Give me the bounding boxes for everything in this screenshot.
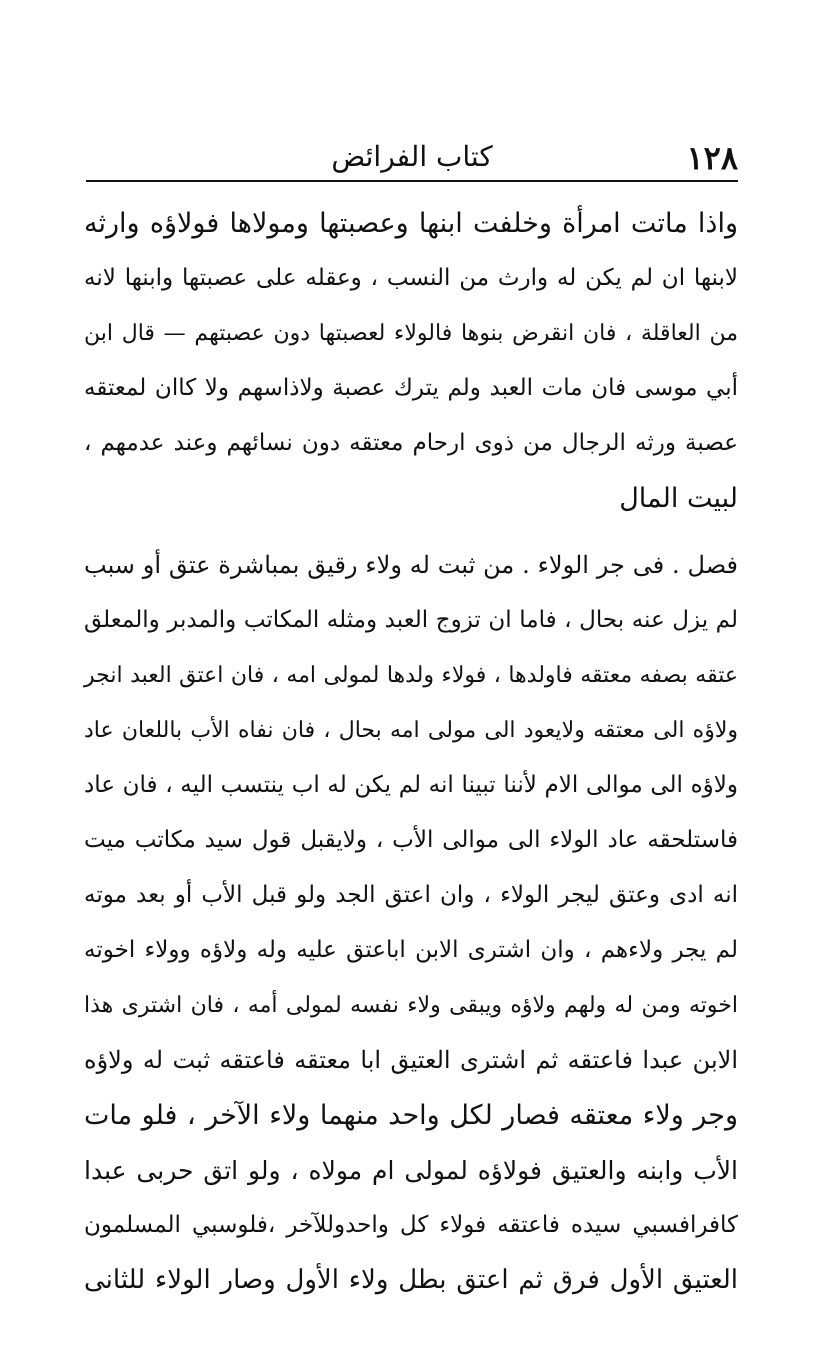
text-line: كافرافسبي سيده فاعتقه فولاء كل واحدوللآخر ،فلوسبي المسلمون xyxy=(84,1212,738,1238)
text-line: عتقه بصفه معتقه فاولدها ، فولاء ولدها لمولى امه ، فان اعتق العبد انجر xyxy=(84,663,738,688)
text-line: واذا ماتت امرأة وخلفت ابنها وعصبتها ومولاها فولاؤه وارثه xyxy=(84,208,738,239)
section-heading-line: فصل . فى جر الولاء . من ثبت له ولاء رقيق بمباشرة عتق أو سبب xyxy=(84,551,738,579)
text-line: لم يزل عنه بحال ، فاما ان تزوج العبد ومثله المكاتب والمدبر والمعلق xyxy=(84,607,738,633)
text-line: عصبة ورثه الرجال من ذوى ارحام معتقه دون نسائهم وعند عدمهم ، xyxy=(84,430,738,456)
text-line: من العاقلة ، فان انقرض بنوها فالولاء لعصبتها دون عصبتهم — قال ابن xyxy=(84,321,738,346)
text-line: انه ادى وعتق ليجر الولاء ، وان اعتق الجد ولو قبل الأب أو بعد موته xyxy=(84,882,738,908)
text-line: لبيت المال xyxy=(619,483,738,514)
text-line: العتيق الأول فرق ثم اعتق بطل ولاء الأول وصار الولاء للثانى xyxy=(84,1265,738,1295)
header-rule xyxy=(86,180,738,182)
text-line: لابنها ان لم يكن له وارث من النسب ، وعقله على عصبتها وابنها لانه xyxy=(84,265,738,291)
paragraph-section-jarr-al-wala xyxy=(84,538,738,1308)
text-line: اخوته ومن له ولهم ولاؤه ويبقى ولاء نفسه لمولى أمه ، فان اشترى هذا xyxy=(84,993,738,1018)
book-title: كتاب الفرائض xyxy=(331,140,493,173)
text-line: لم يجر ولاءهم ، وان اشترى الابن اباعتق عليه وله ولاؤه وولاء اخوته xyxy=(84,937,738,963)
text-line: ولاؤه الى موالى الام لأننا تبينا انه لم يكن له اب ينتسب اليه ، فان عاد xyxy=(84,772,738,798)
text-line: الابن عبدا فاعتقه ثم اشترى العتيق ابا معتقه فاعتقه ثبت له ولاؤه xyxy=(84,1046,738,1074)
text-line: الأب وابنه والعتيق فولاؤه لمولى ام مولاه ، ولو اتق حربى عبدا xyxy=(84,1156,738,1185)
body-text xyxy=(84,196,738,1308)
running-head xyxy=(86,136,738,180)
paragraph-gap xyxy=(84,526,738,538)
page-number: ١٢٨ xyxy=(686,139,738,177)
text-line: وجر ولاء معتقه فصار لكل واحد منهما ولاء الآخر ، فلو مات xyxy=(84,1100,738,1131)
text-line: ولاؤه الى معتقه ولايعود الى مولى امه بحال ، فان نفاه الأب باللعان عاد xyxy=(84,718,738,743)
text-line: فاستلحقه عاد الولاء الى موالى الأب ، ولايقبل قول سيد مكاتب ميت xyxy=(84,827,738,853)
paragraph-inheritance xyxy=(84,196,738,526)
text-line: أبي موسى فان مات العبد ولم يترك عصبة ولاذاسهم ولا كاان لمعتقه xyxy=(84,375,738,401)
